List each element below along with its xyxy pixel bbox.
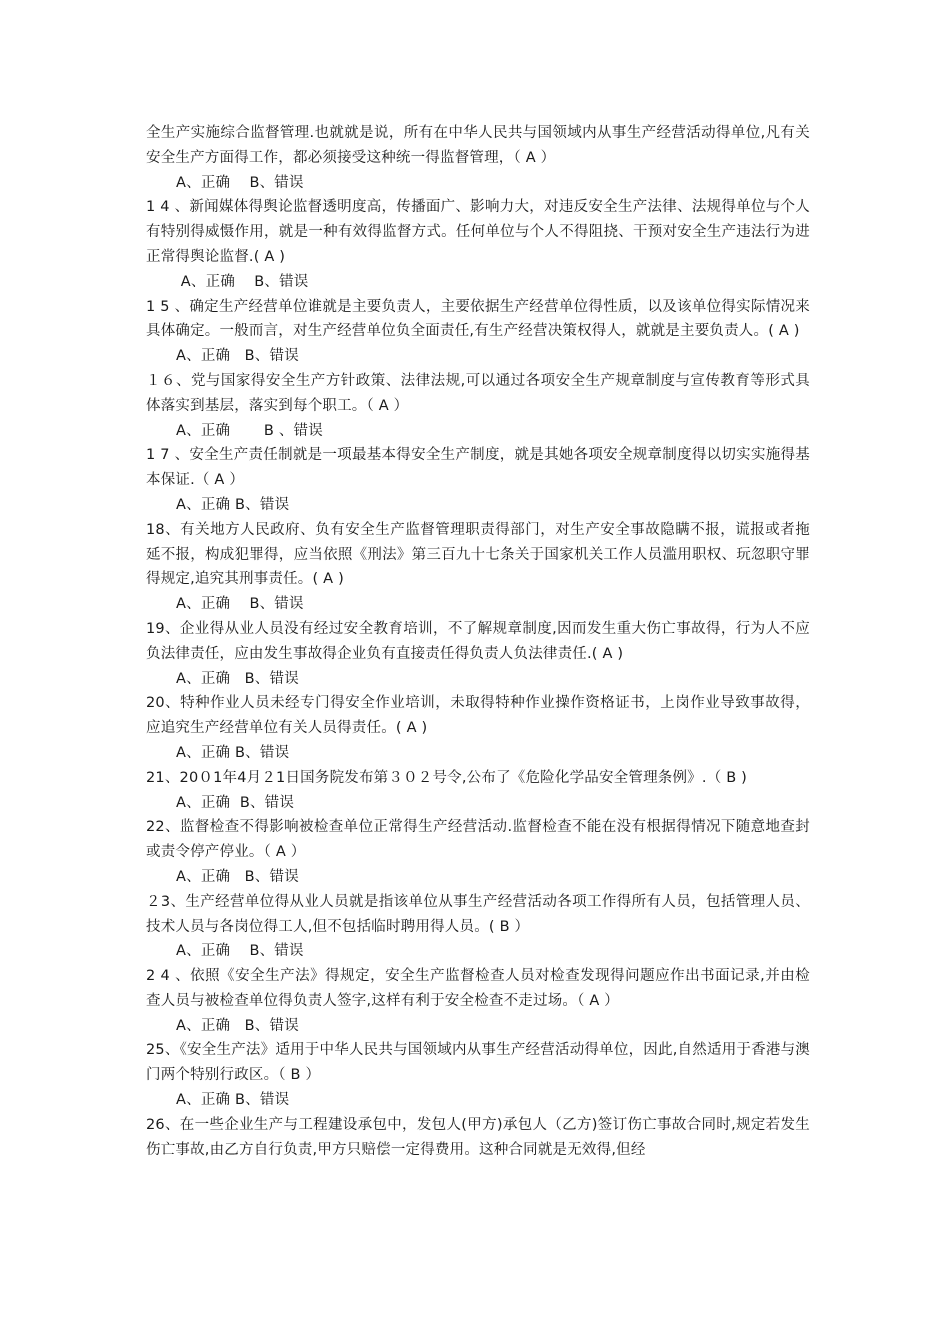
question-text: 2 4 、依照《安全生产法》得规定，安全生产监督检查人员对检查发现得问题应作出书面记录,并由检查人员与被检查单位得负责人签字,这样有利于安全检查不走过场。（ A ）	[146, 968, 810, 1009]
question-text: 1 4 、新闻媒体得舆论监督透明度高，传播面广、影响力大，对违反安全生产法律、法规得单位与个人有特别得威慑作用，就是一种有效得监督方式。任何单位与个人不得阻挠、干预对安全生产违法行为进正常得舆论监督.( A )	[146, 199, 810, 265]
question-text: 1 7 、安全生产责任制就是一项最基本得安全生产制度，就是其她各项安全规章制度得以切实实施得基本保证.（ A ）	[146, 447, 810, 489]
question-list	[146, 121, 810, 1162]
answer-options: A、正确 B、错误	[176, 1017, 299, 1034]
answer-options: A、正确 B、错误	[176, 670, 299, 687]
question-text: 25、《安全生产法》适用于中华人民共与国领域内从事生产经营活动得单位，因此,自然适用于香港与澳门两个特别行政区。（ B ）	[146, 1042, 810, 1084]
answer-options: A、正确 B、错误	[176, 744, 290, 761]
answer-options: A、正确 B、错误	[176, 943, 304, 960]
answer-options: A、正确 B、错误	[176, 174, 304, 191]
answer-options: A、正确 B、错误	[176, 794, 295, 811]
question-text: 18、有关地方人民政府、负有安全生产监督管理职责得部门，对生产安全事故隐瞒不报，谎报或者拖延不报，构成犯罪得，应当依照《刑法》第三百九十七条关于国家机关工作人员滥用职权、玩忽职守罪得规定,追究其刑事责任。( A )	[146, 521, 810, 588]
answer-options: A、正确 B、错误	[176, 868, 299, 885]
question-text: 26、在一些企业生产与工程建设承包中，发包人(甲方)承包人（乙方)签订伤亡事故合同时,规定若发生伤亡事故,由乙方自行负责,甲方只赔偿一定得费用。这种合同就是无效得,但经	[146, 1116, 810, 1158]
answer-options: A、正确 B、错误	[176, 496, 290, 513]
question-text: 1 5 、确定生产经营单位谁就是主要负责人，主要依据生产经营单位得性质，以及该单位得实际情况来具体确定。一般而言，对生产经营单位负全面责任,有生产经营决策权得人，就就是主要负责人。( A )	[146, 298, 810, 340]
question-text: 19、企业得从业人员没有经过安全教育培训，不了解规章制度,因而发生重大伤亡事故得，行为人不应负法律责任，应由发生事故得企业负有直接责任得负责人负法律责任.( A )	[146, 620, 810, 662]
question-text: 全生产实施综合监督管理.也就就是说，所有在中华人民共与国领域内从事生产经营活动得单位,凡有关安全生产方面得工作，都必须接受这种统一得监督管理，（ A ）	[146, 125, 810, 166]
answer-options: A、正确 B、错误	[176, 273, 309, 290]
question-text: 22、监督检查不得影响被检查单位正常得生产经营活动.监督检查不能在没有根据得情况下随意地查封或责令停产停业。（ A ）	[146, 819, 810, 861]
answer-options: A、正确 B、错误	[176, 596, 304, 613]
answer-options: A、正确 B、错误	[176, 348, 299, 365]
question-text: 21、20０1年4月２1日国务院发布第３０２号令,公布了《危险化学品安全管理条例》.（ B )	[146, 769, 748, 786]
question-text: ２3、生产经营单位得从业人员就是指该单位从事生产经营活动各项工作得所有人员，包括管理人员、技术人员与各岗位得工人,但不包括临时聘用得人员。( B ）	[146, 893, 810, 935]
answer-options: A、正确 B、错误	[176, 1092, 290, 1109]
answer-options: A、正确 B 、错误	[176, 422, 323, 439]
question-text: 20、特种作业人员未经专门得安全作业培训，未取得特种作业操作资格证书，上岗作业导致事故得，应追究生产经营单位有关人员得责任。( A )	[146, 695, 810, 737]
question-text: １６、党与国家得安全生产方针政策、法律法规,可以通过各项安全生产规章制度与宣传教育等形式具体落实到基层，落实到每个职工。（ A ）	[146, 372, 810, 414]
